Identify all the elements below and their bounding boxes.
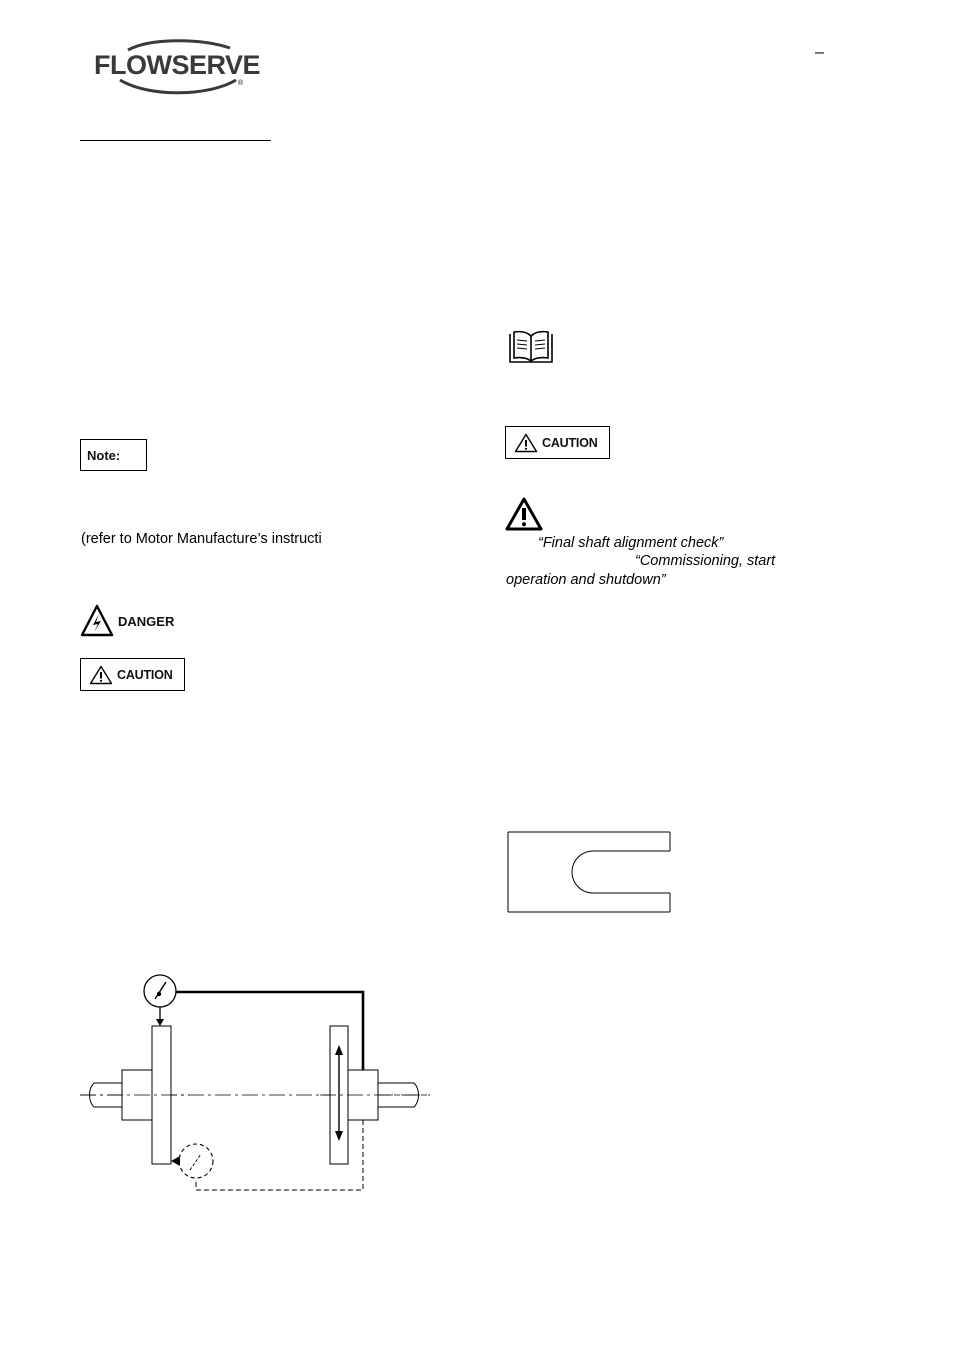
lightning-triangle-icon (80, 604, 114, 638)
logo-trademark: ® (238, 80, 244, 87)
danger-label: DANGER (118, 613, 175, 629)
plunger-arrow-icon (171, 1156, 180, 1166)
commissioning-reference-cont: operation and shutdown” (506, 572, 666, 588)
warning-triangle-icon (514, 433, 538, 453)
shaft-alignment-diagram (80, 965, 432, 1200)
motor-manufacturer-reference: (refer to Motor Manufacture’s instructi (81, 531, 322, 547)
note-label: Note: (87, 447, 121, 463)
page-marker: – (815, 44, 824, 61)
final-alignment-reference: “Final shaft alignment check” (538, 535, 724, 551)
note-badge (80, 439, 147, 471)
caution-label-right: CAUTION (542, 435, 598, 450)
warning-triangle-icon (504, 496, 544, 532)
caution-badge-right (505, 426, 610, 459)
warning-triangle-icon (89, 665, 113, 685)
commissioning-reference: “Commissioning, start (635, 553, 776, 569)
logo-wordmark: FLOWSERVE (94, 50, 261, 80)
slotted-shim-diagram (506, 830, 672, 916)
caution-badge (80, 658, 185, 691)
flowserve-logo (90, 36, 260, 98)
danger-symbol (80, 603, 174, 639)
open-book-icon (507, 330, 555, 366)
plunger-arrow-icon (156, 1019, 164, 1026)
caution-label: CAUTION (117, 667, 173, 682)
section-heading-underline (80, 140, 271, 141)
